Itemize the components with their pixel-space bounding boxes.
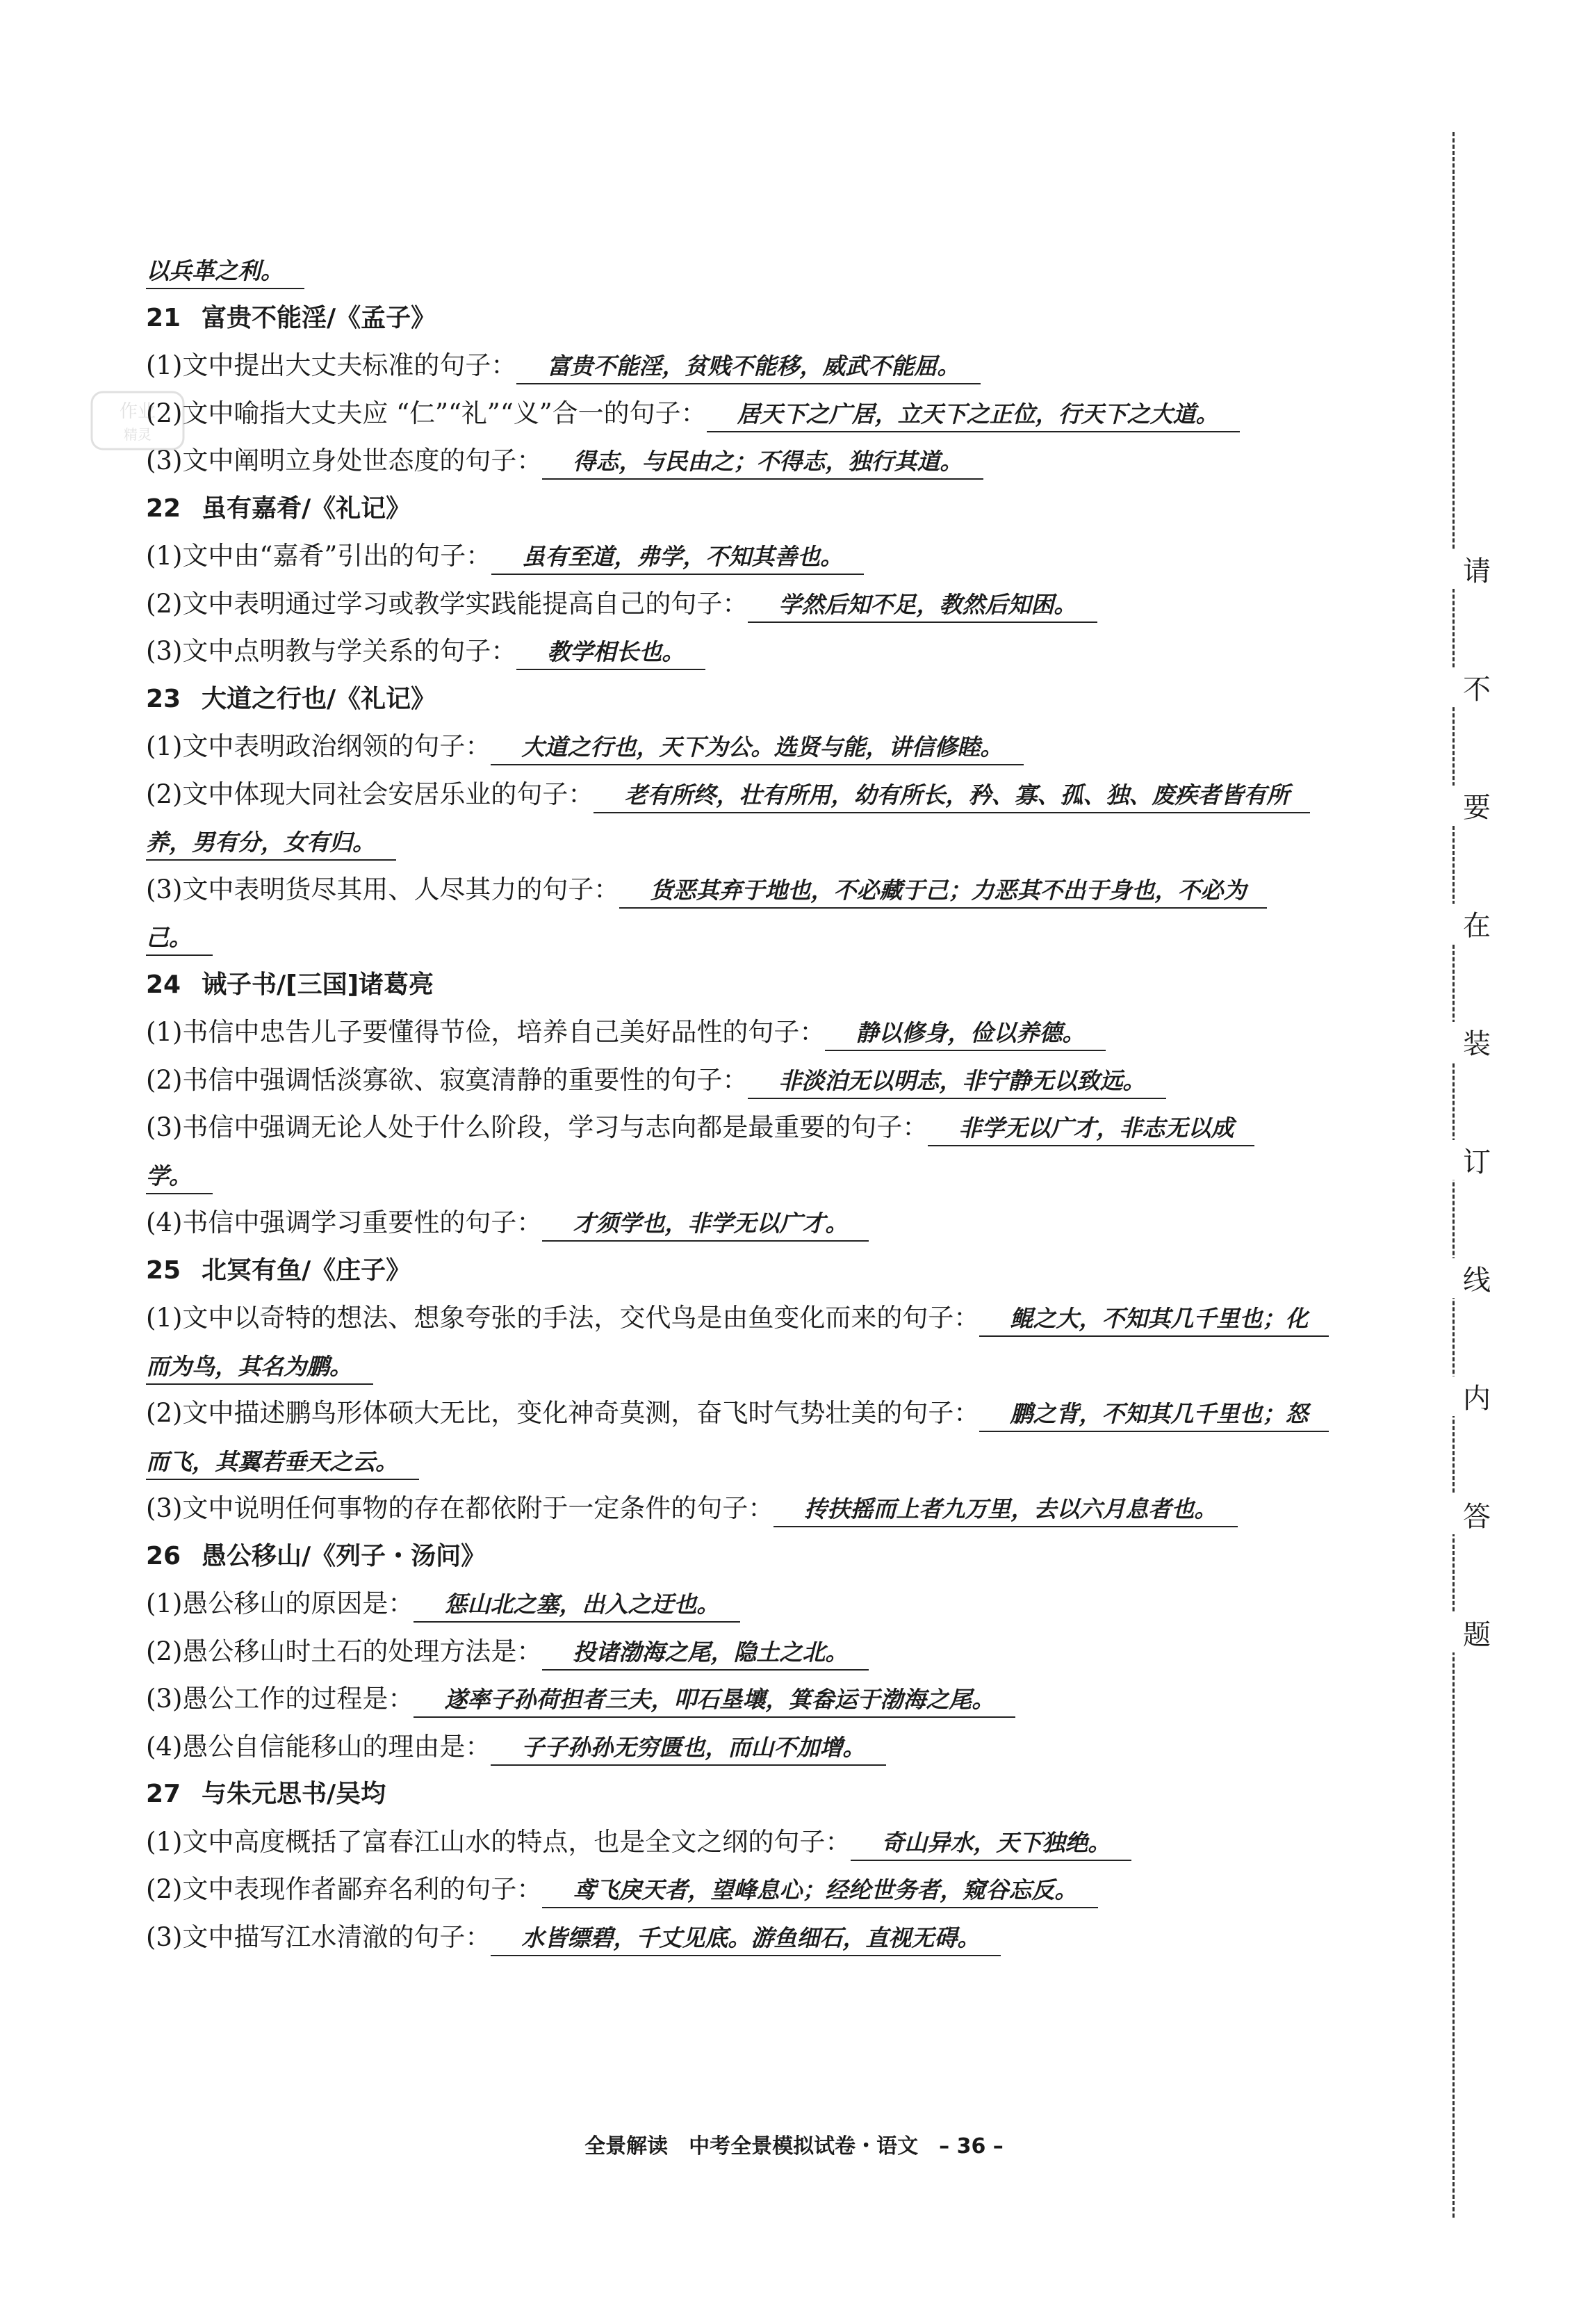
question-line [146,818,1418,866]
answer-text: 教学相长也。 [516,635,705,670]
binding-notice-char: 装 [1449,1022,1505,1062]
question-line [146,247,1418,295]
section-heading: 愚公移山/《列子・汤问》 [202,1541,486,1570]
answer-text: 学。 [146,1160,213,1194]
answer-text: 奇山异水，天下独绝。 [851,1826,1131,1861]
question-label: (1)文中高度概括了富春江山水的特点，也是全文之纲的句子： [146,1826,851,1857]
binding-notice-char: 在 [1449,904,1505,943]
question-label: (1)文中以奇特的想法、想象夸张的手法，交代鸟是由鱼变化而来的句子： [146,1303,980,1333]
question-line [146,533,1418,580]
section-heading: 诫子书/[三国]诸葛亮 [202,970,434,999]
page-content [146,247,1418,1961]
answer-text: 大道之行也，天下为公。选贤与能，讲信修睦。 [491,731,1024,765]
question-line [146,1009,1418,1057]
question-label: (4)愚公自信能移山的理由是： [146,1731,491,1762]
answer-text: 静以修身，俭以养德。 [825,1016,1106,1051]
section-title [146,676,1418,724]
question-line [146,723,1418,771]
stamp-text-top: 作业 [119,401,156,422]
question-label: (3)文中描写江水清澈的句子： [146,1921,491,1952]
binding-notice-char: 题 [1449,1613,1505,1652]
question-label: (3)书信中强调无论人处于什么阶段，学习与志向都是最重要的句子： [146,1112,928,1142]
section-heading: 虽有嘉肴/《礼记》 [202,494,411,523]
question-line [146,1057,1418,1105]
question-label: (1)书信中忠告儿子要懂得节俭，培养自己美好品性的句子： [146,1017,826,1047]
question-line [146,580,1418,628]
question-label: (1)文中由“嘉肴”引出的句子： [146,541,492,571]
answer-text: 投诸渤海之尾，隐土之北。 [542,1636,869,1671]
question-line [146,1104,1418,1152]
question-label: (1)文中提出大丈夫标准的句子： [146,350,517,380]
answer-text: 鸢飞戾天者，望峰息心；经纶世务者，窥谷忘反。 [542,1874,1098,1908]
watermark-stamp-icon [89,389,186,452]
question-line [146,390,1418,438]
question-line [146,342,1418,390]
binding-notice-char: 不 [1449,667,1505,707]
question-line [146,628,1418,676]
question-line [146,1914,1418,1962]
binding-notice-char: 订 [1449,1140,1505,1180]
question-line [146,866,1418,914]
question-line [146,1819,1418,1867]
answer-text: 才须学也，非学无以广才。 [542,1207,869,1242]
answer-text: 得志，与民由之；不得志，独行其道。 [542,445,983,480]
question-label: (2)文中喻指大丈夫应 “仁”“礼”“义”合一的句子： [146,398,707,428]
question-label: (1)文中表明政治纲领的句子： [146,731,491,761]
section-heading: 富贵不能淫/《孟子》 [202,303,436,332]
binding-notice-char: 要 [1449,786,1505,825]
answer-text: 虽有至道，弗学，不知其善也。 [491,540,864,575]
answer-text: 养，男有分，女有归。 [146,826,396,861]
question-line [146,1438,1418,1486]
section-heading: 与朱元思书/吴均 [202,1780,386,1808]
question-label: (2)书信中强调恬淡寡欲、寂寞清静的重要性的句子： [146,1064,748,1095]
section-title [146,1771,1418,1819]
answer-text: 鲲之大，不知其几千里也；化 [979,1302,1329,1337]
answer-text: 而飞，其翼若垂天之云。 [146,1445,419,1480]
section-number: 22 [146,494,181,523]
question-label: (4)书信中强调学习重要性的句子： [146,1208,543,1237]
section-heading: 北冥有鱼/《庄子》 [202,1256,411,1285]
question-label: (2)文中表现作者鄙弃名利的句子： [146,1874,543,1904]
question-label: (3)文中阐明立身处世态度的句子： [146,446,543,476]
stamp-text-bottom: 精灵 [124,426,152,443]
question-label: (2)愚公移山时土石的处理方法是： [146,1636,543,1666]
answer-text: 而为鸟，其名为鹏。 [146,1350,373,1385]
section-title [146,295,1418,343]
question-label: (1)愚公移山的原因是： [146,1588,414,1618]
section-title [146,1533,1418,1581]
question-line [146,913,1418,961]
question-line [146,771,1418,819]
binding-notice-char: 请 [1449,549,1505,589]
section-number: 24 [146,970,181,999]
question-line [146,1199,1418,1247]
answer-text: 居天下之广居，立天下之正位，行天下之大道。 [707,398,1240,432]
answer-text: 非学无以广才，非志无以成 [928,1112,1254,1146]
question-label: (2)文中体现大同社会安居乐业的句子： [146,779,594,809]
section-number: 27 [146,1780,181,1808]
question-label: (3)愚公工作的过程是： [146,1684,414,1714]
binding-notice-char: 内 [1449,1376,1505,1416]
answer-text: 子子孙孙无穷匮也，而山不加增。 [491,1731,886,1766]
question-line [146,437,1418,485]
answer-text: 己。 [146,921,213,956]
answer-text: 学然后知不足，教然后知困。 [748,588,1097,623]
answer-text: 以兵革之利。 [146,254,304,289]
answer-text: 货恶其弃于地也，不必藏于己；力恶其不出于身也，不必为 [619,874,1267,909]
question-line [146,1580,1418,1628]
question-label: (3)文中说明任何事物的存在都依附于一定条件的句子： [146,1493,774,1523]
section-number: 21 [146,303,181,332]
answer-text: 非淡泊无以明志，非宁静无以致远。 [748,1064,1166,1099]
answer-text: 富贵不能淫，贫贱不能移，威武不能屈。 [516,350,981,384]
section-title [146,961,1418,1009]
binding-notice-char: 答 [1449,1495,1505,1534]
section-number: 23 [146,684,181,713]
question-line [146,1866,1418,1914]
answer-text: 老有所终，壮有所用，幼有所长，矜、寡、孤、独、废疾者皆有所 [594,779,1310,813]
question-label: (3)文中表明货尽其用、人尽其力的句子： [146,874,620,904]
question-line [146,1152,1418,1200]
question-line [146,1485,1418,1533]
section-heading: 大道之行也/《礼记》 [202,684,436,713]
answer-text: 鹏之背，不知其几千里也；怒 [979,1397,1329,1432]
section-title [146,485,1418,533]
answer-text: 抟扶摇而上者九万里，去以六月息者也。 [773,1493,1238,1527]
section-number: 25 [146,1256,181,1285]
question-line [146,1628,1418,1676]
page-footer: 全景解读 中考全景模拟试卷・语文 – 36 – [584,2134,1004,2159]
question-label: (3)文中点明教与学关系的句子： [146,636,517,666]
section-title [146,1247,1418,1295]
question-line [146,1390,1418,1438]
question-line [146,1342,1418,1390]
answer-text: 惩山北之塞，出入之迂也。 [414,1588,740,1623]
question-label: (2)文中描述鹏鸟形体硕大无比，变化神奇莫测，奋飞时气势壮美的句子： [146,1398,980,1428]
answer-text: 水皆缥碧，千丈见底。游鱼细石，直视无碍。 [491,1921,1001,1956]
question-label: (2)文中表明通过学习或教学实践能提高自己的句子： [146,588,748,619]
question-line [146,1675,1418,1723]
answer-text: 遂率子孙荷担者三夫，叩石垦壤，箕畚运于渤海之尾。 [414,1683,1015,1718]
question-line [146,1723,1418,1771]
question-line [146,1294,1418,1342]
binding-notice-char: 线 [1449,1258,1505,1298]
section-number: 26 [146,1541,181,1570]
